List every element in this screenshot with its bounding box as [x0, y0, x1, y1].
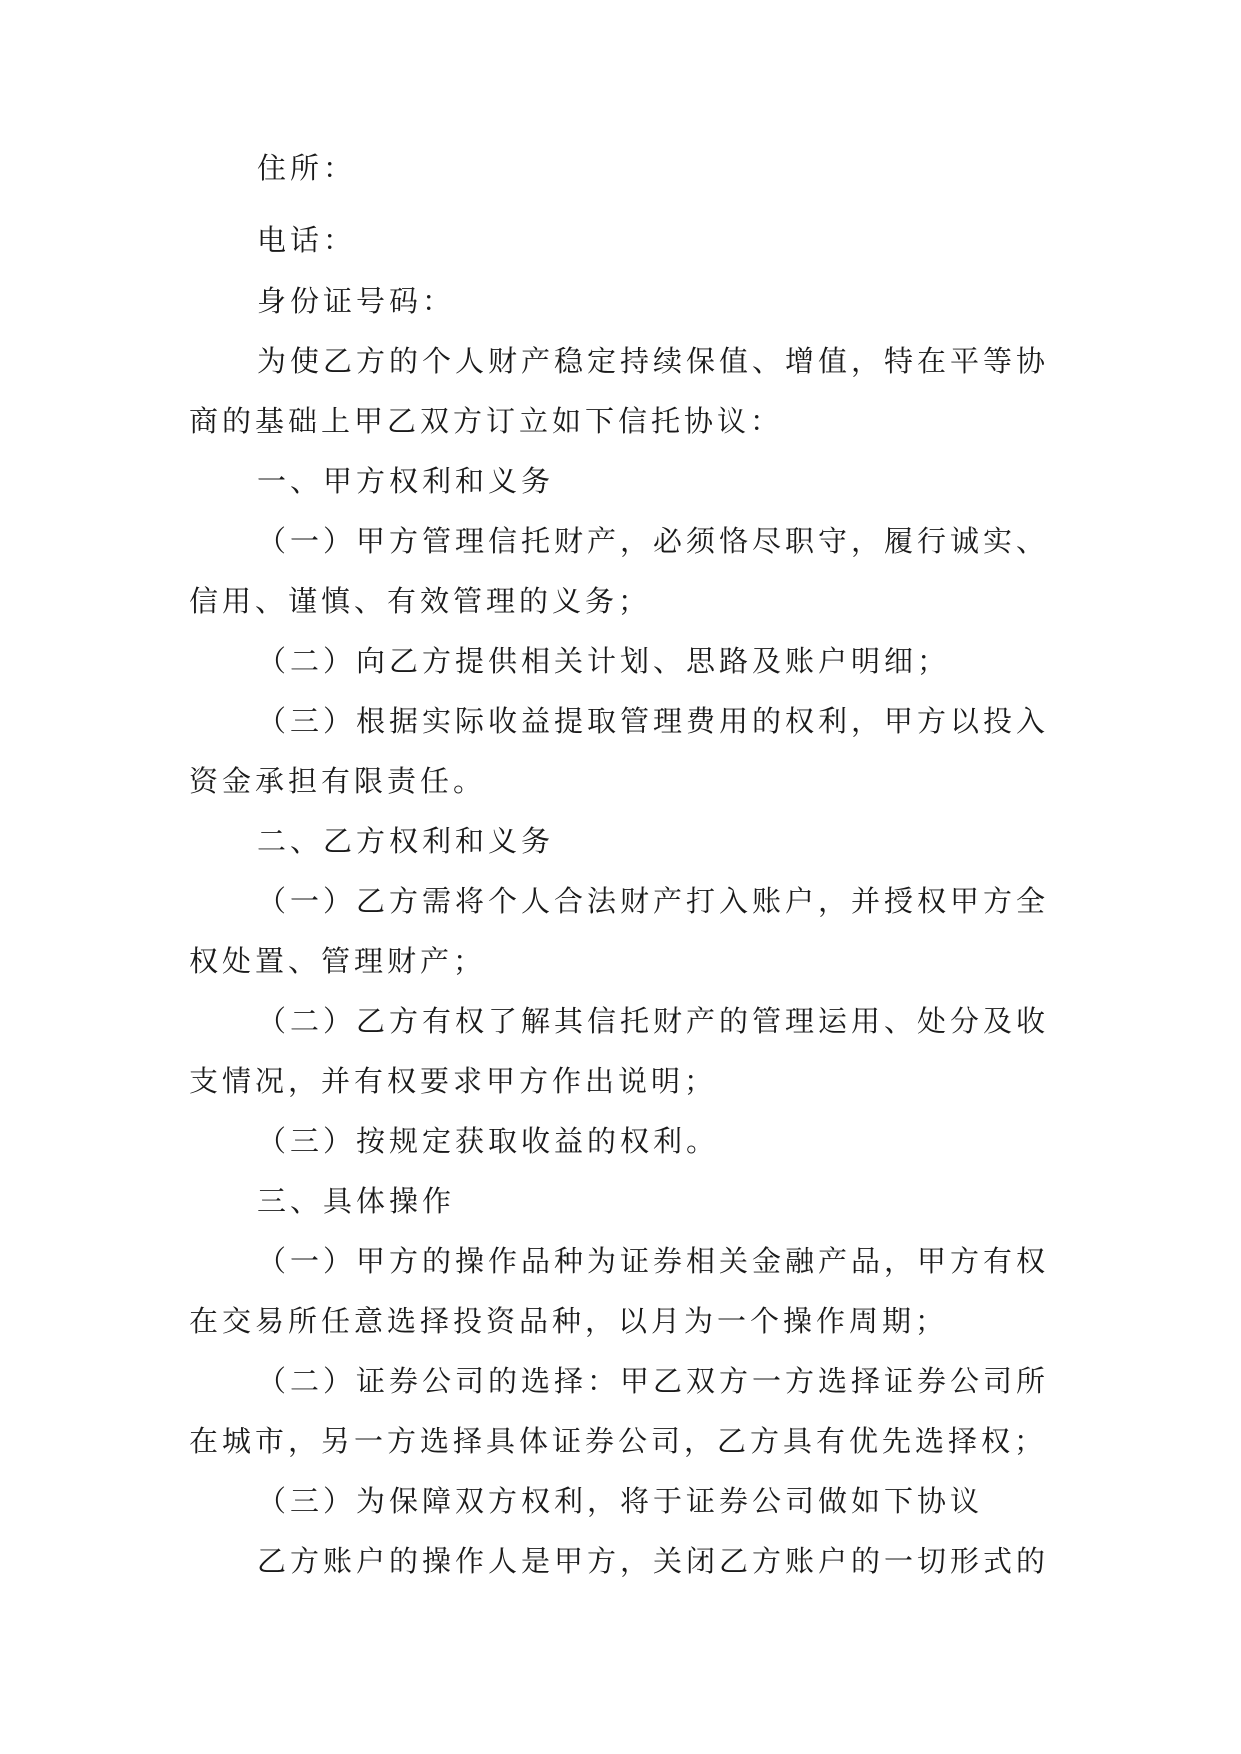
section-heading-3: 三、具体操作	[257, 1184, 456, 1218]
clause-1-1-line-1: （一）甲方管理信托财产，必须恪尽职守，履行诚实、	[257, 524, 1050, 558]
clause-3-3-continuation: 乙方账户的操作人是甲方，关闭乙方账户的一切形式的	[257, 1544, 1050, 1578]
section-heading-1: 一、甲方权利和义务	[257, 464, 555, 498]
clause-3-2-line-2: 在城市，另一方选择具体证券公司，乙方具有优先选择权；	[189, 1424, 1048, 1458]
address-label: 住所：	[257, 151, 357, 185]
clause-2-2-line-2: 支情况，并有权要求甲方作出说明；	[189, 1064, 718, 1098]
clause-2-2-line-1: （二）乙方有权了解其信托财产的管理运用、处分及收	[257, 1004, 1050, 1038]
section-heading-2: 二、乙方权利和义务	[257, 824, 555, 858]
preamble-line-1: 为使乙方的个人财产稳定持续保值、增值，特在平等协	[257, 344, 1050, 378]
clause-1-3-line-2: 资金承担有限责任。	[189, 764, 487, 798]
clause-1-2: （二）向乙方提供相关计划、思路及账户明细；	[257, 644, 951, 678]
clause-3-2-line-1: （二）证券公司的选择：甲乙双方一方选择证券公司所	[257, 1364, 1050, 1398]
clause-1-3-line-1: （三）根据实际收益提取管理费用的权利，甲方以投入	[257, 704, 1050, 738]
clause-3-3: （三）为保障双方权利，将于证券公司做如下协议	[257, 1484, 984, 1518]
clause-3-1-line-1: （一）甲方的操作品种为证券相关金融产品，甲方有权	[257, 1244, 1050, 1278]
phone-label: 电话：	[257, 223, 357, 257]
clause-2-1-line-2: 权处置、管理财产；	[189, 944, 487, 978]
clause-2-1-line-1: （一）乙方需将个人合法财产打入账户，并授权甲方全	[257, 884, 1050, 918]
clause-2-3: （三）按规定获取收益的权利。	[257, 1124, 720, 1158]
clause-3-1-line-2: 在交易所任意选择投资品种，以月为一个操作周期；	[189, 1304, 949, 1338]
clause-1-1-line-2: 信用、谨慎、有效管理的义务；	[189, 584, 652, 618]
preamble-line-2: 商的基础上甲乙双方订立如下信托协议：	[189, 404, 784, 438]
id-number-label: 身份证号码：	[257, 284, 456, 318]
